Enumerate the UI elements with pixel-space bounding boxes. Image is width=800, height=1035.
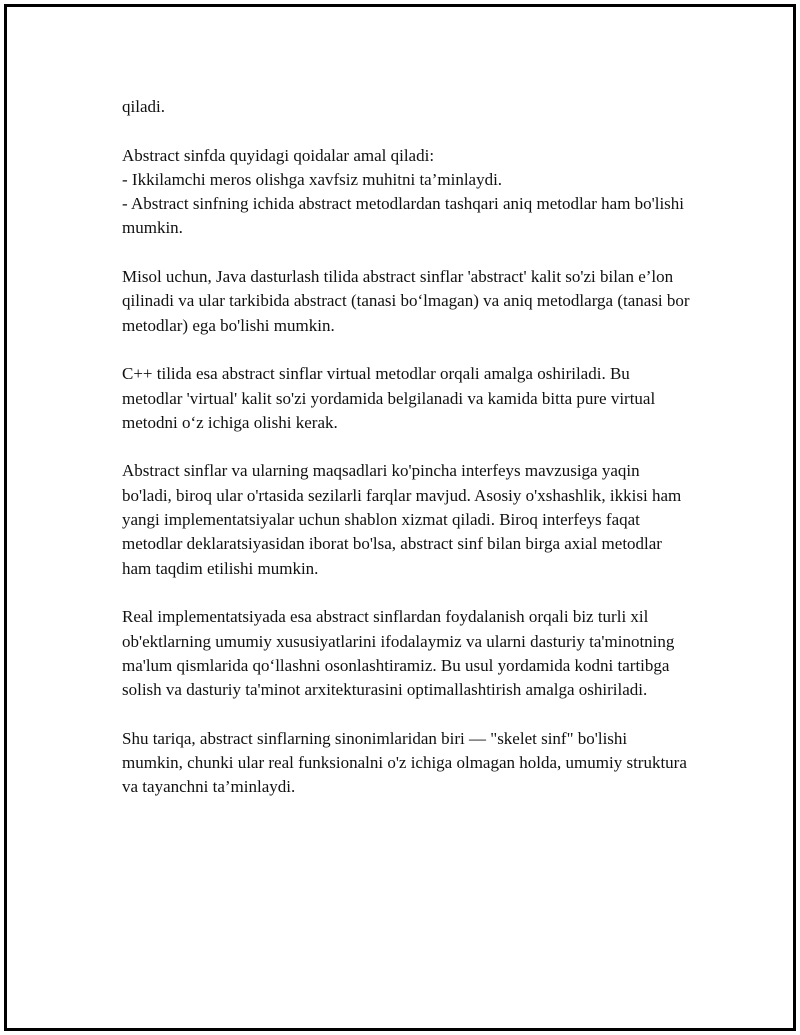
paragraph-conclusion: Shu tariqa, abstract sinflarning sinonimlaridan biri — "skelet sinf" bo'lishi mumkin, chunki ular real funksionalni o'z ichiga olmagan holda, umumiy struktura va tayanchni ta’minlaydi. bbox=[122, 728, 687, 797]
paragraph-java: Misol uchun, Java dasturlash tilida abstract sinflar 'abstract' kalit so'zi bilan e’lon qilinadi va ular tarkibida abstract (tanasi bo‘lmagan) va aniq metodlarga (tanasi bor metodlar) ega bo'lishi mumkin. bbox=[122, 267, 690, 335]
document-body bbox=[122, 95, 692, 824]
page-frame bbox=[4, 4, 796, 1031]
paragraph-rules: Abstract sinfda quyidagi qoidalar amal qiladi: - Ikkilamchi meros olishga xavfsiz muhitni ta’minlaydi. - Abstract sinfning ichida abstract metodlardan tashqari aniq metodlar ham bo'lishi mumkin. bbox=[122, 145, 685, 238]
paragraph-interfaces: Abstract sinflar va ularning maqsadlari ko'pincha interfeys mavzusiga yaqin bo'ladi, biroq ular o'rtasida sezilarli farqlar mavjud. Asosiy o'xshashlik, ikkisi ham yangi implementatsiyalar uchun shablon xizmat qiladi. Biroq interfeys faqat metodlar deklaratsiyasidan iborat bo'lsa, abstract sinf bilan birga axial metodlar ham taqdim etilishi mumkin. bbox=[122, 461, 682, 578]
paragraph-continuation: qiladi. bbox=[122, 97, 165, 116]
paragraph-implementation: Real implementatsiyada esa abstract sinflardan foydalanish orqali biz turli xil ob'ektlarning umumiy xususiyatlarini ifodalaymiz va ularni dasturiy ta'minotning ma'lum qismlarida qo‘llashni osonlashtiramiz. Bu usul yordamida kodni tartibga solish va dasturiy ta'minot arxitekturasini optimallashtirish amalga oshiriladi. bbox=[122, 607, 675, 700]
paragraph-cpp: C++ tilida esa abstract sinflar virtual metodlar orqali amalga oshiriladi. Bu metodlar 'virtual' kalit so'zi yordamida belgilanadi va kamida bitta pure virtual metodni o‘z ichiga olishi kerak. bbox=[122, 364, 656, 432]
